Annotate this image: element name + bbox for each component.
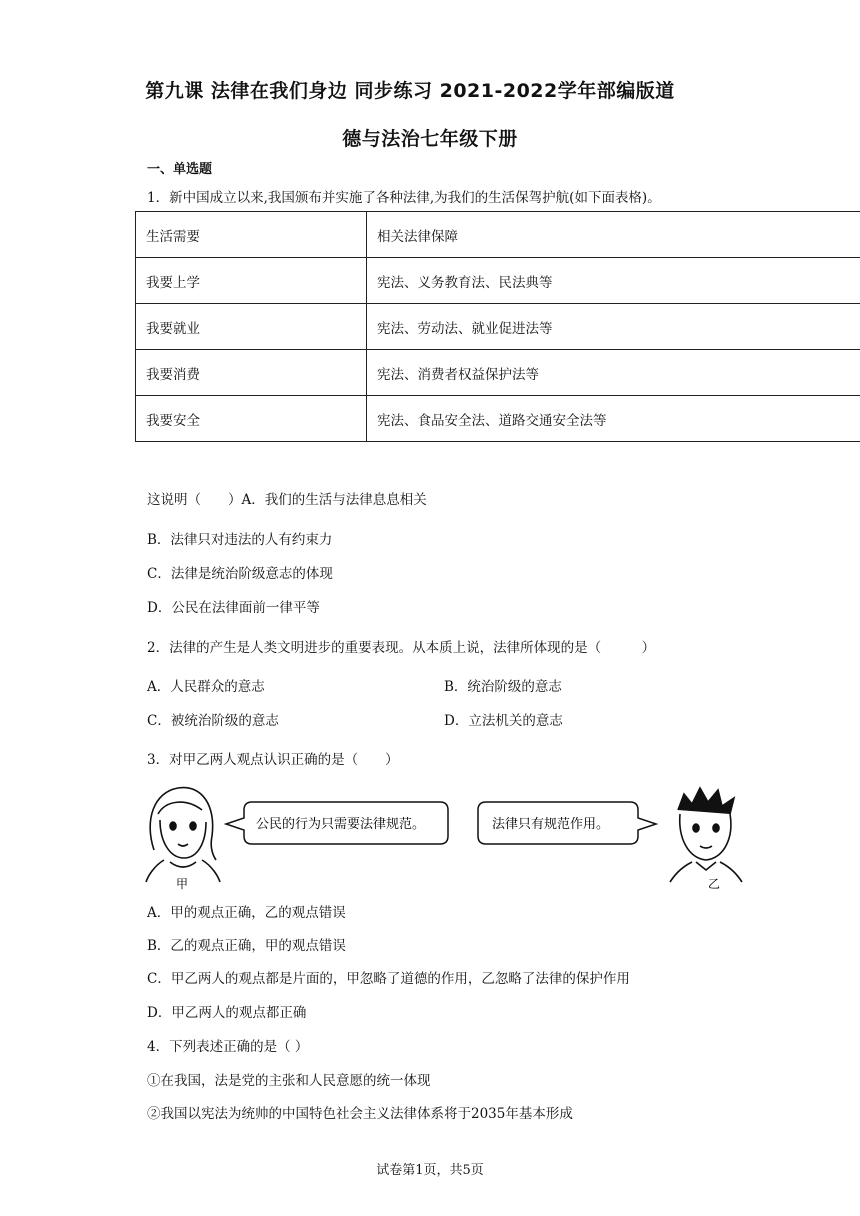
- q2-option-d: D．立法机关的意志: [444, 713, 563, 729]
- label-jia: 甲: [176, 877, 189, 891]
- q3-stem: 3．对甲乙两人观点认识正确的是（ ）: [147, 752, 399, 768]
- speech-text-right: 法律只有规范作用。: [492, 817, 610, 832]
- q3-option-b: B．乙的观点正确，甲的观点错误: [147, 938, 346, 954]
- table-header-cell: 生活需要: [136, 212, 367, 258]
- boy-illustration: [670, 788, 742, 882]
- speech-bubble-right: [478, 802, 656, 844]
- table-header-cell: 相关法律保障: [367, 212, 860, 258]
- q4-item-1: ①在我国，法是党的主张和人民意愿的统一体现: [147, 1073, 431, 1089]
- table-cell: 我要上学: [136, 258, 367, 304]
- q4-stem: 4．下列表述正确的是（ ）: [147, 1039, 309, 1055]
- q3-option-a: A．甲的观点正确，乙的观点错误: [147, 905, 346, 921]
- q3-option-d: D．甲乙两人的观点都正确: [147, 1005, 307, 1021]
- q2-option-c: C．被统治阶级的意志: [147, 713, 279, 729]
- title-line-1: 第九课 法律在我们身边 同步练习 2021-2022学年部编版道: [145, 80, 675, 102]
- title-line-2: 德与法治七年级下册: [342, 128, 518, 150]
- table-cell: 我要消费: [136, 350, 367, 396]
- girl-illustration: [146, 788, 220, 882]
- q1-option-d: D．公民在法律面前一律平等: [147, 600, 320, 616]
- label-yi: 乙: [708, 877, 721, 891]
- table-row: [136, 304, 860, 350]
- table-cell: 宪法、消费者权益保护法等: [367, 350, 860, 396]
- law-table: [135, 211, 860, 442]
- section-heading: 一、单选题: [147, 162, 213, 177]
- table-cell: 宪法、义务教育法、民法典等: [367, 258, 860, 304]
- q4-item-2: ②我国以宪法为统帅的中国特色社会主义法律体系将于2035年基本形成: [147, 1106, 573, 1122]
- table-header-row: [136, 212, 860, 258]
- table-cell: 我要就业: [136, 304, 367, 350]
- q1-prompt: 这说明（ ）A．我们的生活与法律息息相关: [147, 492, 427, 508]
- q3-option-c: C．甲乙两人的观点都是片面的，甲忽略了道德的作用，乙忽略了法律的保护作用: [147, 971, 630, 987]
- q2-option-b: B．统治阶级的意志: [444, 679, 562, 695]
- table-row: [136, 396, 860, 442]
- q1-stem: 1．新中国成立以来,我国颁布并实施了各种法律,为我们的生活保驾护航(如下面表格)。: [147, 190, 661, 206]
- cartoon-figure: [140, 780, 760, 895]
- q1-option-b: B．法律只对违法的人有约束力: [147, 532, 333, 548]
- q2-option-a: A．人民群众的意志: [147, 679, 265, 695]
- page-footer: 试卷第1页，共5页: [376, 1163, 484, 1178]
- table-row: [136, 258, 860, 304]
- speech-text-left: 公民的行为只需要法律规范。: [256, 817, 426, 832]
- q2-stem: 2．法律的产生是人类文明进步的重要表现。从本质上说，法律所体现的是（ ）: [147, 640, 656, 656]
- table-cell: 宪法、劳动法、就业促进法等: [367, 304, 860, 350]
- table-cell: 我要安全: [136, 396, 367, 442]
- table-cell: 宪法、食品安全法、道路交通安全法等: [367, 396, 860, 442]
- table-row: [136, 350, 860, 396]
- speech-bubble-left: [226, 802, 448, 844]
- q1-option-c: C．法律是统治阶级意志的体现: [147, 566, 333, 582]
